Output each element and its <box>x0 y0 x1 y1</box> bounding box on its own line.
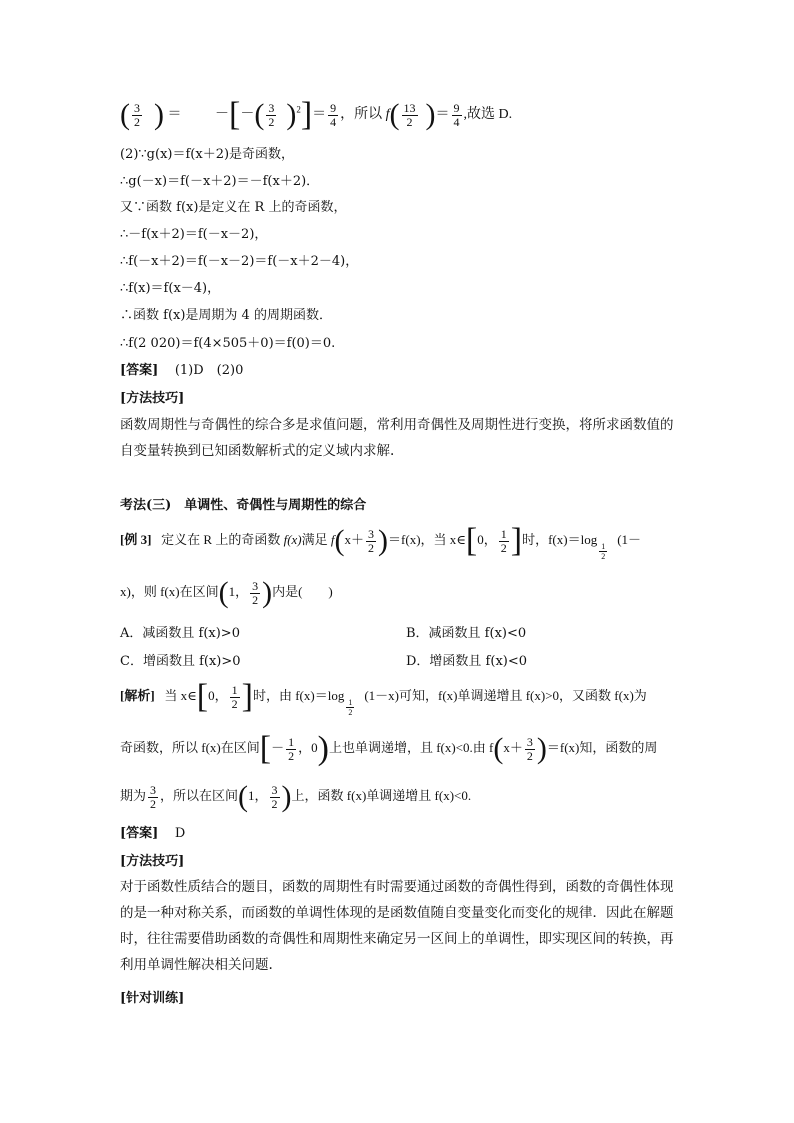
example-3-line-1: [例 3] 定义在 R 上的奇函数 f(x)满足 f(x＋ $\frac{3}{2}$ )＝f(x)，当 x∈[0， $\frac{1}{2}$ ]时，f(x)＝log $\frac{1}{2}$ (1－ <box>120 522 642 561</box>
step-line: 又∵函数 f(x)是定义在 R 上的奇函数， <box>120 200 347 215</box>
method-tips-heading: [方法技巧] <box>120 854 185 869</box>
fraction: $\frac{3}{2}$ <box>526 734 533 763</box>
practice-heading: [针对训练] <box>120 991 185 1006</box>
answer-line <box>120 362 243 380</box>
fraction: $\frac{9}{4}$ <box>453 100 460 129</box>
step-line: ∴f(x)＝f(x－4)， <box>120 281 221 296</box>
answer-line <box>120 825 185 843</box>
log-base: $\frac{1}{2}$ <box>601 541 606 561</box>
analysis-line-2: 奇函数，所以 f(x)在区间[－ $\frac{1}{2}$ ，0)上也单调递增，且 f(x)<0.由 f(x＋ $\frac{3}{2}$ )＝f(x)知，函数的周 <box>120 730 658 767</box>
section-title: 考法(三) 单调性、奇偶性与周期性的综合 <box>120 498 367 513</box>
analysis-line-3: 期为 $\frac{3}{2}$ ，所以在区间(1， $\frac{3}{2}$ )上，函数 f(x)单调递增且 f(x)<0. <box>120 780 472 813</box>
step-line: ∴－f(x＋2)＝f(－x－2)， <box>120 227 268 242</box>
fraction: $\frac{1}{2}$ <box>231 682 238 711</box>
fraction: $\frac{13}{2}$ <box>403 100 416 129</box>
method-tips-text: 对于函数性质结合的题目，函数的周期性有时需要通过函数的奇偶性得到，函数的奇偶性体现的是一种对称关系，而函数的单调性体现的是函数值随自变量变化而变化的规律．因此在解题时，往往需要借助函数的奇偶性和周期性来确定另一区间上的单调性，即实现区间的转换，再利用单调性解决相关问题. <box>120 879 674 973</box>
answer-tag: [答案] <box>120 363 159 378</box>
option-c: C．增函数且 f(x)>0 <box>120 654 241 669</box>
step-line: ∴f(2 020)＝f(4×505＋0)＝f(0)＝0. <box>120 336 336 351</box>
fraction: $\frac{1}{2}$ <box>288 734 295 763</box>
analysis-line-1: [解析] 当 x∈[0， $\frac{1}{2}$ ]时，由 f(x)＝log $\frac{1}{2}$ (1－x)可知，f(x)单调递增且 f(x)>0，又函数 f(x)为 <box>120 678 647 717</box>
answer-text: D <box>174 826 186 841</box>
step-line: (2)∵g(x)＝f(x＋2)是奇函数， <box>120 147 295 162</box>
option-a: A．减函数且 f(x)>0 <box>120 626 240 641</box>
fraction: $\frac{3}{2}$ <box>268 100 275 129</box>
top-formula: ( $\frac{3}{2}$ ) ＝ －[－( $\frac{3}{2}$ )$^2$]＝ $\frac{9}{4}$ ，所以 f( $\frac{13}{2}$ )＝ $\frac{9}{4}$ ,故选 D. <box>120 96 513 133</box>
example-tag: [例 3] <box>120 531 152 547</box>
fraction: $\frac{3}{2}$ <box>368 526 375 555</box>
method-tips-heading: [方法技巧] <box>120 391 185 406</box>
option-b: B．减函数且 f(x)<0 <box>406 626 527 641</box>
fraction: $\frac{3}{2}$ <box>271 782 278 811</box>
example-3-line-2: x)，则 f(x)在区间(1， $\frac{3}{2}$ )内是( ) <box>120 576 333 609</box>
answer-text: (1)D (2)0 <box>174 363 244 378</box>
fraction: $\frac{9}{4}$ <box>330 100 337 129</box>
fraction: $\frac{1}{2}$ <box>500 526 507 555</box>
step-line: ∴函数 f(x)是周期为 4 的周期函数． <box>120 308 332 323</box>
fraction: $\frac{3}{2}$ <box>134 100 140 129</box>
answer-tag: [答案] <box>120 826 159 841</box>
step-line: ∴f(－x＋2)＝f(－x－2)＝f(－x＋2－4)， <box>120 254 359 269</box>
step-line: ∴g(－x)＝f(－x＋2)＝－f(x＋2)． <box>120 174 320 189</box>
fraction: $\frac{3}{2}$ <box>252 578 259 607</box>
method-tips-text: 函数周期性与奇偶性的综合多是求值问题，常利用奇偶性及周期性进行变换，将所求函数值的自变量转换到已知函数解析式的定义域内求解. <box>120 417 674 459</box>
log-base: $\frac{1}{2}$ <box>348 697 353 717</box>
analysis-tag: [解析] <box>120 687 155 703</box>
fraction: $\frac{3}{2}$ <box>150 782 157 811</box>
option-d: D．增函数且 f(x)<0 <box>406 654 528 669</box>
